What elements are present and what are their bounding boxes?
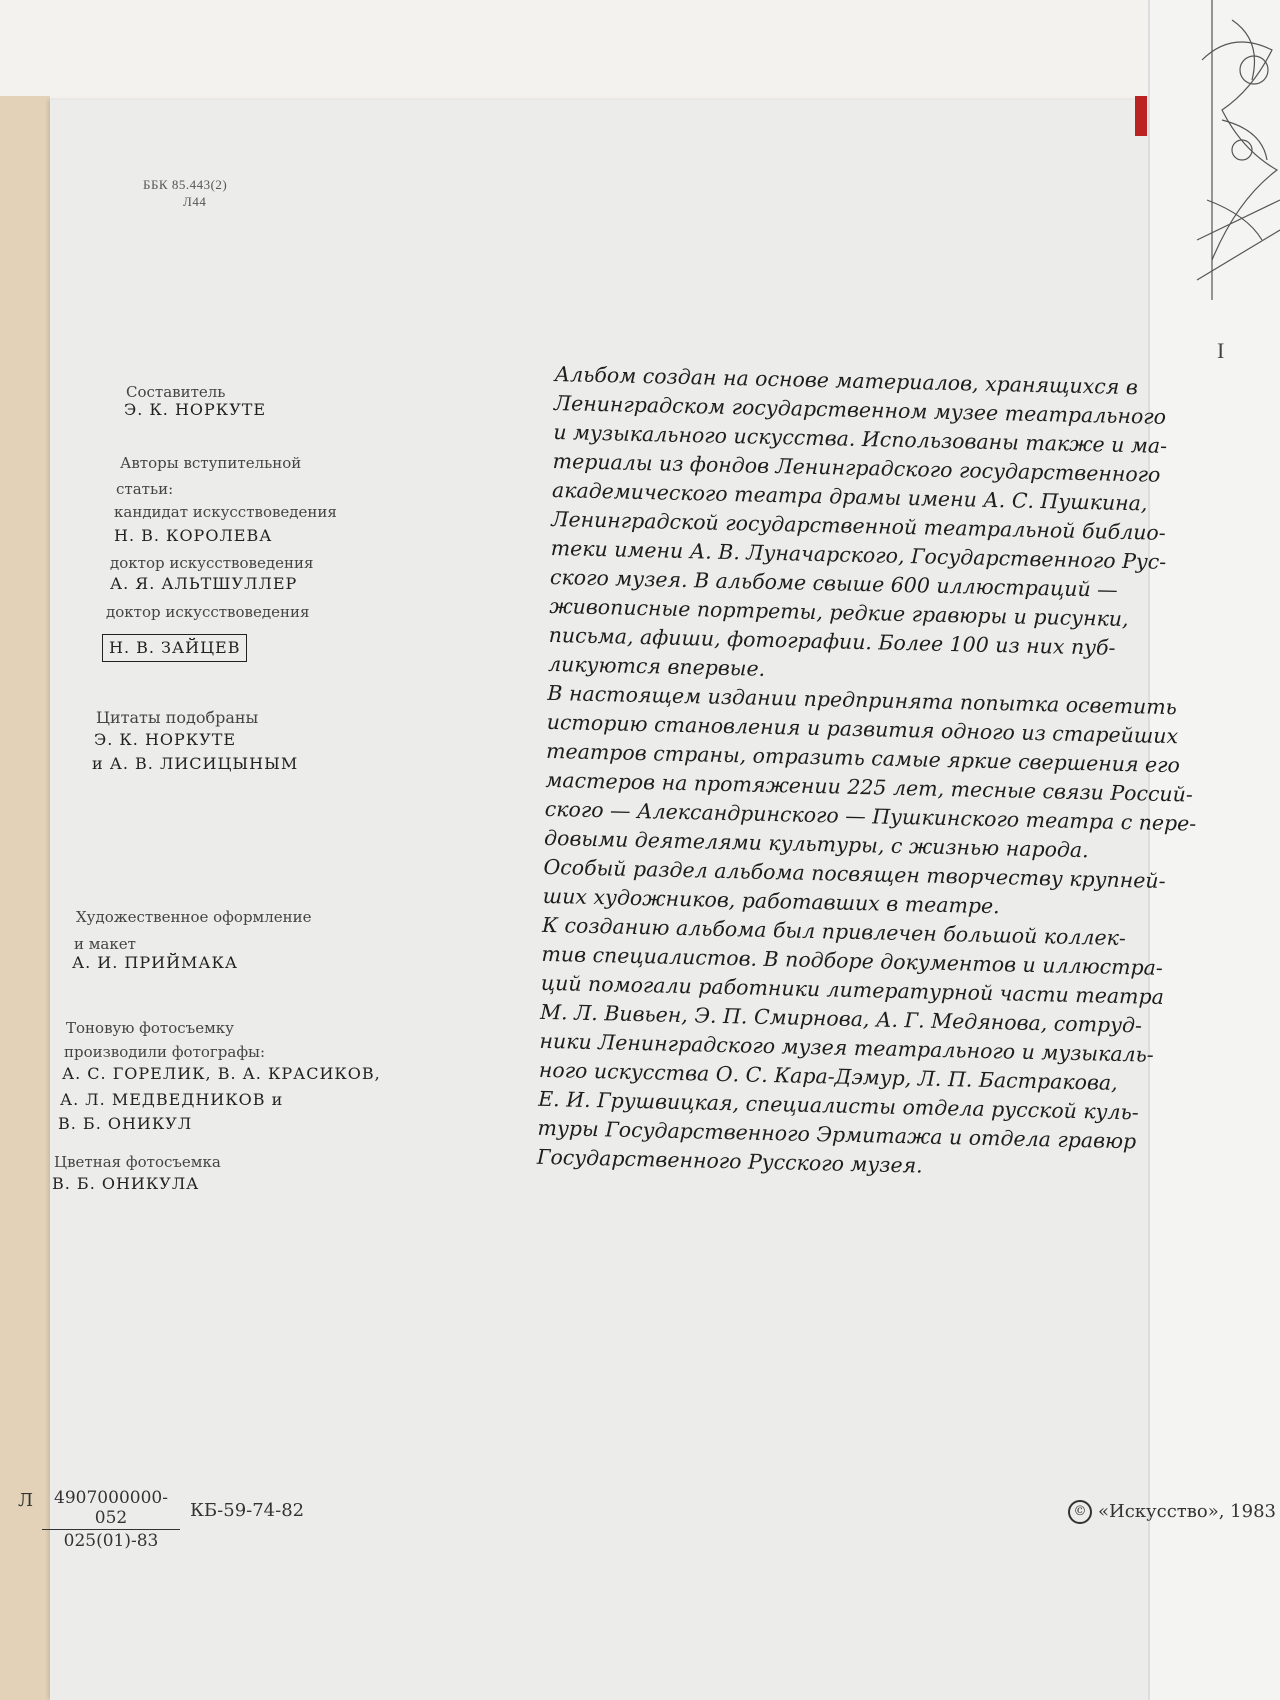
author-mark: Л44: [183, 194, 207, 209]
catalog-denominator: 025(01)-83: [63, 1531, 159, 1551]
authors-label: Авторы вступительной: [120, 454, 302, 472]
text-line: ших художников, работавших в театре.: [542, 883, 1000, 919]
text-line: ники Ленинградского музея театрального и музыкаль-: [539, 1028, 1155, 1067]
degree-label: доктор искусствоведения: [110, 554, 314, 572]
catalog-index: [42, 1488, 180, 1551]
quotes-name: Э. К. НОРКУТЕ: [94, 730, 237, 749]
text-line: театров страны, отразить самые яркие свершения его: [545, 738, 1181, 778]
text-line: ского — Александринского — Пушкинского театра с пере-: [544, 796, 1197, 836]
bookmark-ribbon: [1135, 96, 1147, 136]
text-line: ского музея. В альбоме свыше 600 иллюстраций —: [549, 564, 1118, 602]
text-line: Особый раздел альбома посвящен творчеству крупней-: [543, 854, 1166, 893]
text-line: туры Государственного Эрмитажа и отдела гравюр: [537, 1115, 1137, 1154]
catalog-letter: Л: [18, 1490, 34, 1511]
text-line: ций помогали работники литературной части театра: [540, 970, 1165, 1009]
text-line: живописные портреты, редкие гравюры и рисунки,: [549, 593, 1129, 632]
text-line: Ленинградском государственном музее театрального: [553, 390, 1167, 429]
text-line: ликуются впервые.: [547, 651, 766, 681]
photo-label: Тоновую фотосъемку: [66, 1019, 234, 1037]
copyright-notice: [1068, 1500, 1276, 1524]
text-line: письма, афиши, фотографии. Более 100 из них пуб-: [548, 622, 1116, 660]
quotes-name: и А. В. ЛИСИЦЫНЫМ: [92, 754, 299, 773]
copyright-text: «Искусство», 1983: [1098, 1501, 1276, 1522]
text-line: мастеров на протяжении 225 лет, тесные связи Россий-: [545, 767, 1194, 807]
author-name: А. Я. АЛЬТШУЛЛЕР: [110, 574, 298, 593]
photo-names: А. Л. МЕДВЕДНИКОВ и: [60, 1090, 284, 1109]
text-line: Альбом создан на основе материалов, хранящихся в: [554, 361, 1139, 400]
photo-names: В. Б. ОНИКУЛ: [58, 1114, 193, 1133]
copyright-icon: ©: [1068, 1500, 1092, 1524]
bbk-classification: [143, 176, 227, 210]
text-line: ного искусства О. С. Кара-Дэмур, Л. П. Бастракова,: [538, 1057, 1118, 1095]
author-name: Н. В. КОРОЛЕВА: [114, 526, 273, 545]
author-name-framed: Н. В. ЗАЙЦЕВ: [102, 634, 247, 662]
photo-label-cont: производили фотографы:: [64, 1043, 266, 1061]
text-line: довыми деятелями культуры, с жизнью народа.: [543, 825, 1089, 863]
text-line: К созданию альбома был привлечен большой коллек-: [541, 912, 1127, 951]
design-name: А. И. ПРИЙМАКА: [72, 953, 239, 972]
color-photo-name: В. Б. ОНИКУЛА: [52, 1174, 200, 1193]
text-line: териалы из фондов Ленинградского государственного: [552, 448, 1161, 487]
photo-names: А. С. ГОРЕЛИК, В. А. КРАСИКОВ,: [62, 1064, 381, 1083]
text-line: Ленинградской государственной театральной библио-: [551, 506, 1167, 545]
compiler-name: Э. К. НОРКУТЕ: [124, 400, 267, 419]
compiler-label: Составитель: [126, 383, 226, 401]
text-line: академического театра драмы имени А. С. Пушкина,: [551, 477, 1148, 516]
text-line: Государственного Русского музея.: [536, 1144, 924, 1178]
text-line: Е. И. Грушвицкая, специалисты отдела русской куль-: [537, 1086, 1139, 1125]
intro-lines: [537, 360, 1255, 1188]
authors-label-cont: статьи:: [116, 480, 174, 498]
design-label: Художественное оформление: [76, 908, 312, 926]
catalog-numerator: 4907000000-052: [54, 1488, 168, 1528]
page-marker: I: [1217, 338, 1225, 363]
text-line: М. Л. Вивьен, Э. П. Смирнова, А. Г. Медянова, сотруд-: [539, 999, 1143, 1038]
degree-label: кандидат искусствоведения: [114, 503, 337, 521]
bbk-code: ББК 85.443(2): [143, 177, 228, 192]
quotes-label: Цитаты подобраны: [96, 708, 259, 727]
intro-text: [537, 360, 1255, 1188]
text-line: тив специалистов. В подборе документов и иллюстра-: [541, 941, 1164, 980]
color-photo-label: Цветная фотосъемка: [54, 1153, 221, 1171]
engraving-illustration: [1192, 0, 1280, 300]
catalog-code: КБ-59-74-82: [190, 1500, 305, 1521]
text-line: и музыкального искусства. Использованы также и ма-: [553, 419, 1168, 458]
degree-label: доктор искусствоведения: [106, 603, 310, 621]
text-line: историю становления и развития одного из старейших: [546, 709, 1179, 749]
fraction-line: [42, 1529, 180, 1530]
book-cover-edge: [0, 96, 50, 1700]
text-line: В настоящем издании предпринята попытка осветить: [547, 680, 1178, 720]
text-line: теки имени А. В. Луначарского, Государственного Рус-: [550, 535, 1167, 574]
design-label-cont: и макет: [74, 935, 136, 953]
